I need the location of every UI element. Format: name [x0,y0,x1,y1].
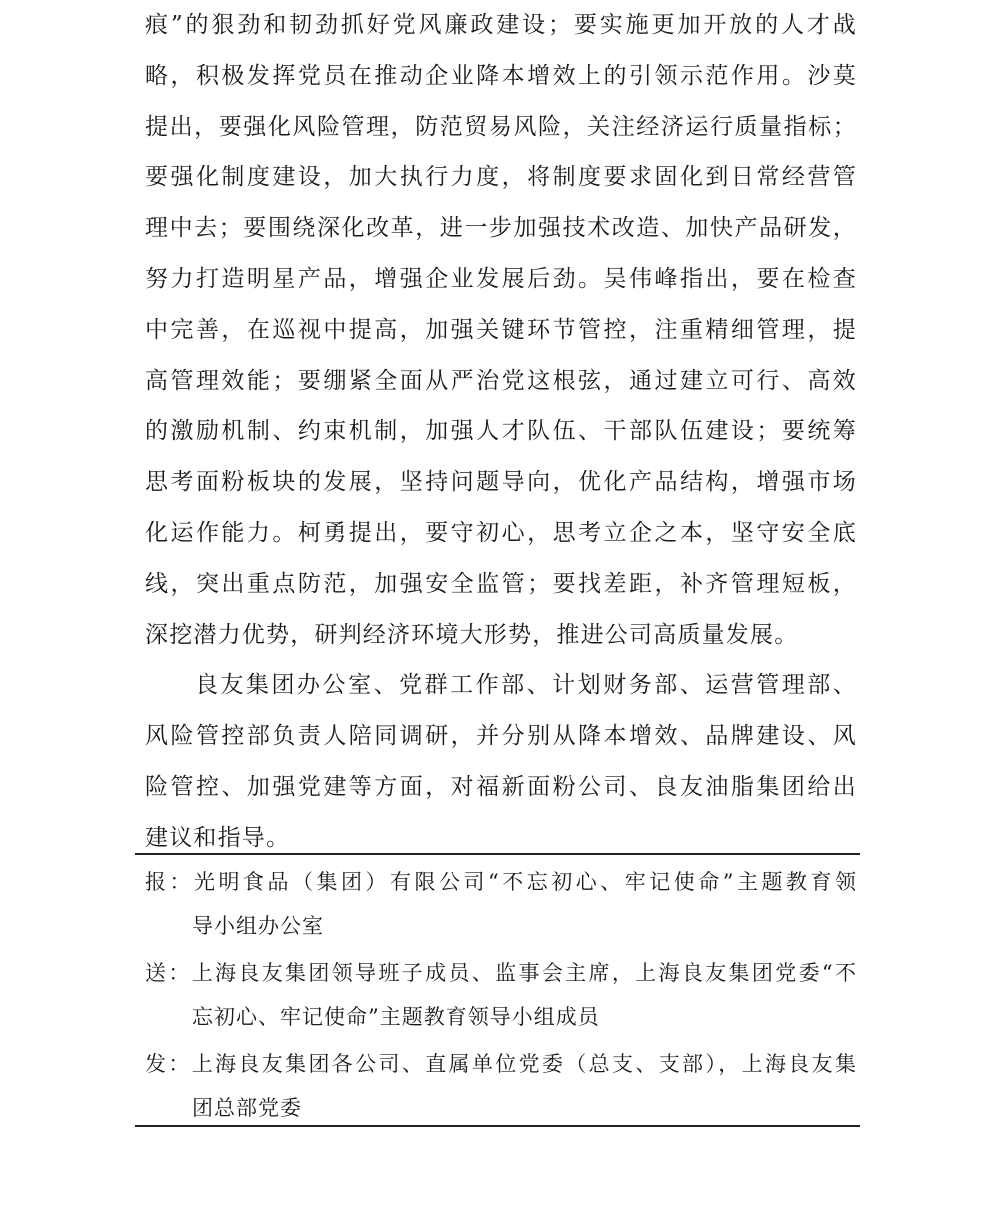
distribution-text: 忘初心、牢记使命”主题教育领导小组成员 [192,1005,600,1029]
text-line: 化运作能力。柯勇提出，要守初心，思考立企之本，坚守安全底 [145,519,857,546]
distribution-text: 上海良友集团领导班子成员、监事会主席，上海良友集团党委“不 [191,961,858,985]
distribution-row [145,1042,857,1086]
divider-bottom [135,1125,860,1127]
distribution-list [145,860,857,1130]
text-line: 高管理效能；要绷紧全面从严治党这根弦，通过建立可行、高效 [145,367,857,394]
distribution-label: 发： [145,1052,192,1076]
paragraph [145,0,857,660]
text-line: 风险管控部负责人陪同调研，并分别从降本增效、品牌建设、风 [145,723,857,750]
distribution-text: 上海良友集团各公司、直属单位党委（总支、支部），上海良友集 [191,1052,858,1076]
distribution-label: 送： [145,961,192,985]
text-line: 建议和指导。 [145,824,291,851]
distribution-issue-to [145,1042,857,1130]
text-line: 要强化制度建设，加大执行力度，将制度要求固化到日常经营管 [145,164,857,191]
text-line: 深挖潜力优势，研判经济环境大形势，推进公司高质量发展。 [145,621,799,648]
paragraph [145,660,857,863]
text-line: 中完善，在巡视中提高，加强关键环节管控，注重精细管理，提 [145,316,857,343]
text-line: 的激励机制、约束机制，加强人才队伍、干部队伍建设；要统筹 [145,418,857,445]
distribution-text: 导小组办公室 [192,914,324,938]
distribution-send-to [145,951,857,1039]
text-line: 理中去；要围绕深化改革，进一步加强技术改造、加快产品研发， [145,215,857,242]
distribution-report-to [145,860,857,948]
text-line: 努力打造明星产品，增强企业发展后劲。吴伟峰指出，要在检查 [145,265,857,292]
divider-top [135,853,860,855]
distribution-row [145,951,857,995]
distribution-label: 报： [145,870,195,894]
text-line: 提出，要强化风险管理，防范贸易风险，关注经济运行质量指标； [145,113,857,140]
text-line: 痕”的狠劲和韧劲抓好党风廉政建设；要实施更加开放的人才战 [145,12,857,38]
distribution-row [145,860,857,904]
text-line: 思考面粉板块的发展，坚持问题导向，优化产品结构，增强市场 [145,469,857,496]
body-text [145,0,857,864]
text-line: 险管控、加强党建等方面，对福新面粉公司、良友油脂集团给出 [145,773,857,800]
text-line: 良友集团办公室、党群工作部、计划财务部、运营管理部、 [195,672,857,699]
distribution-text: 光明食品（集团）有限公司“不忘初心、牢记使命”主题教育领 [194,870,857,894]
text-line: 线，突出重点防范，加强安全监管；要找差距，补齐管理短板， [145,570,857,597]
distribution-text: 团总部党委 [192,1096,302,1120]
text-line: 略，积极发挥党员在推动企业降本增效上的引领示范作用。沙莫 [145,62,857,89]
